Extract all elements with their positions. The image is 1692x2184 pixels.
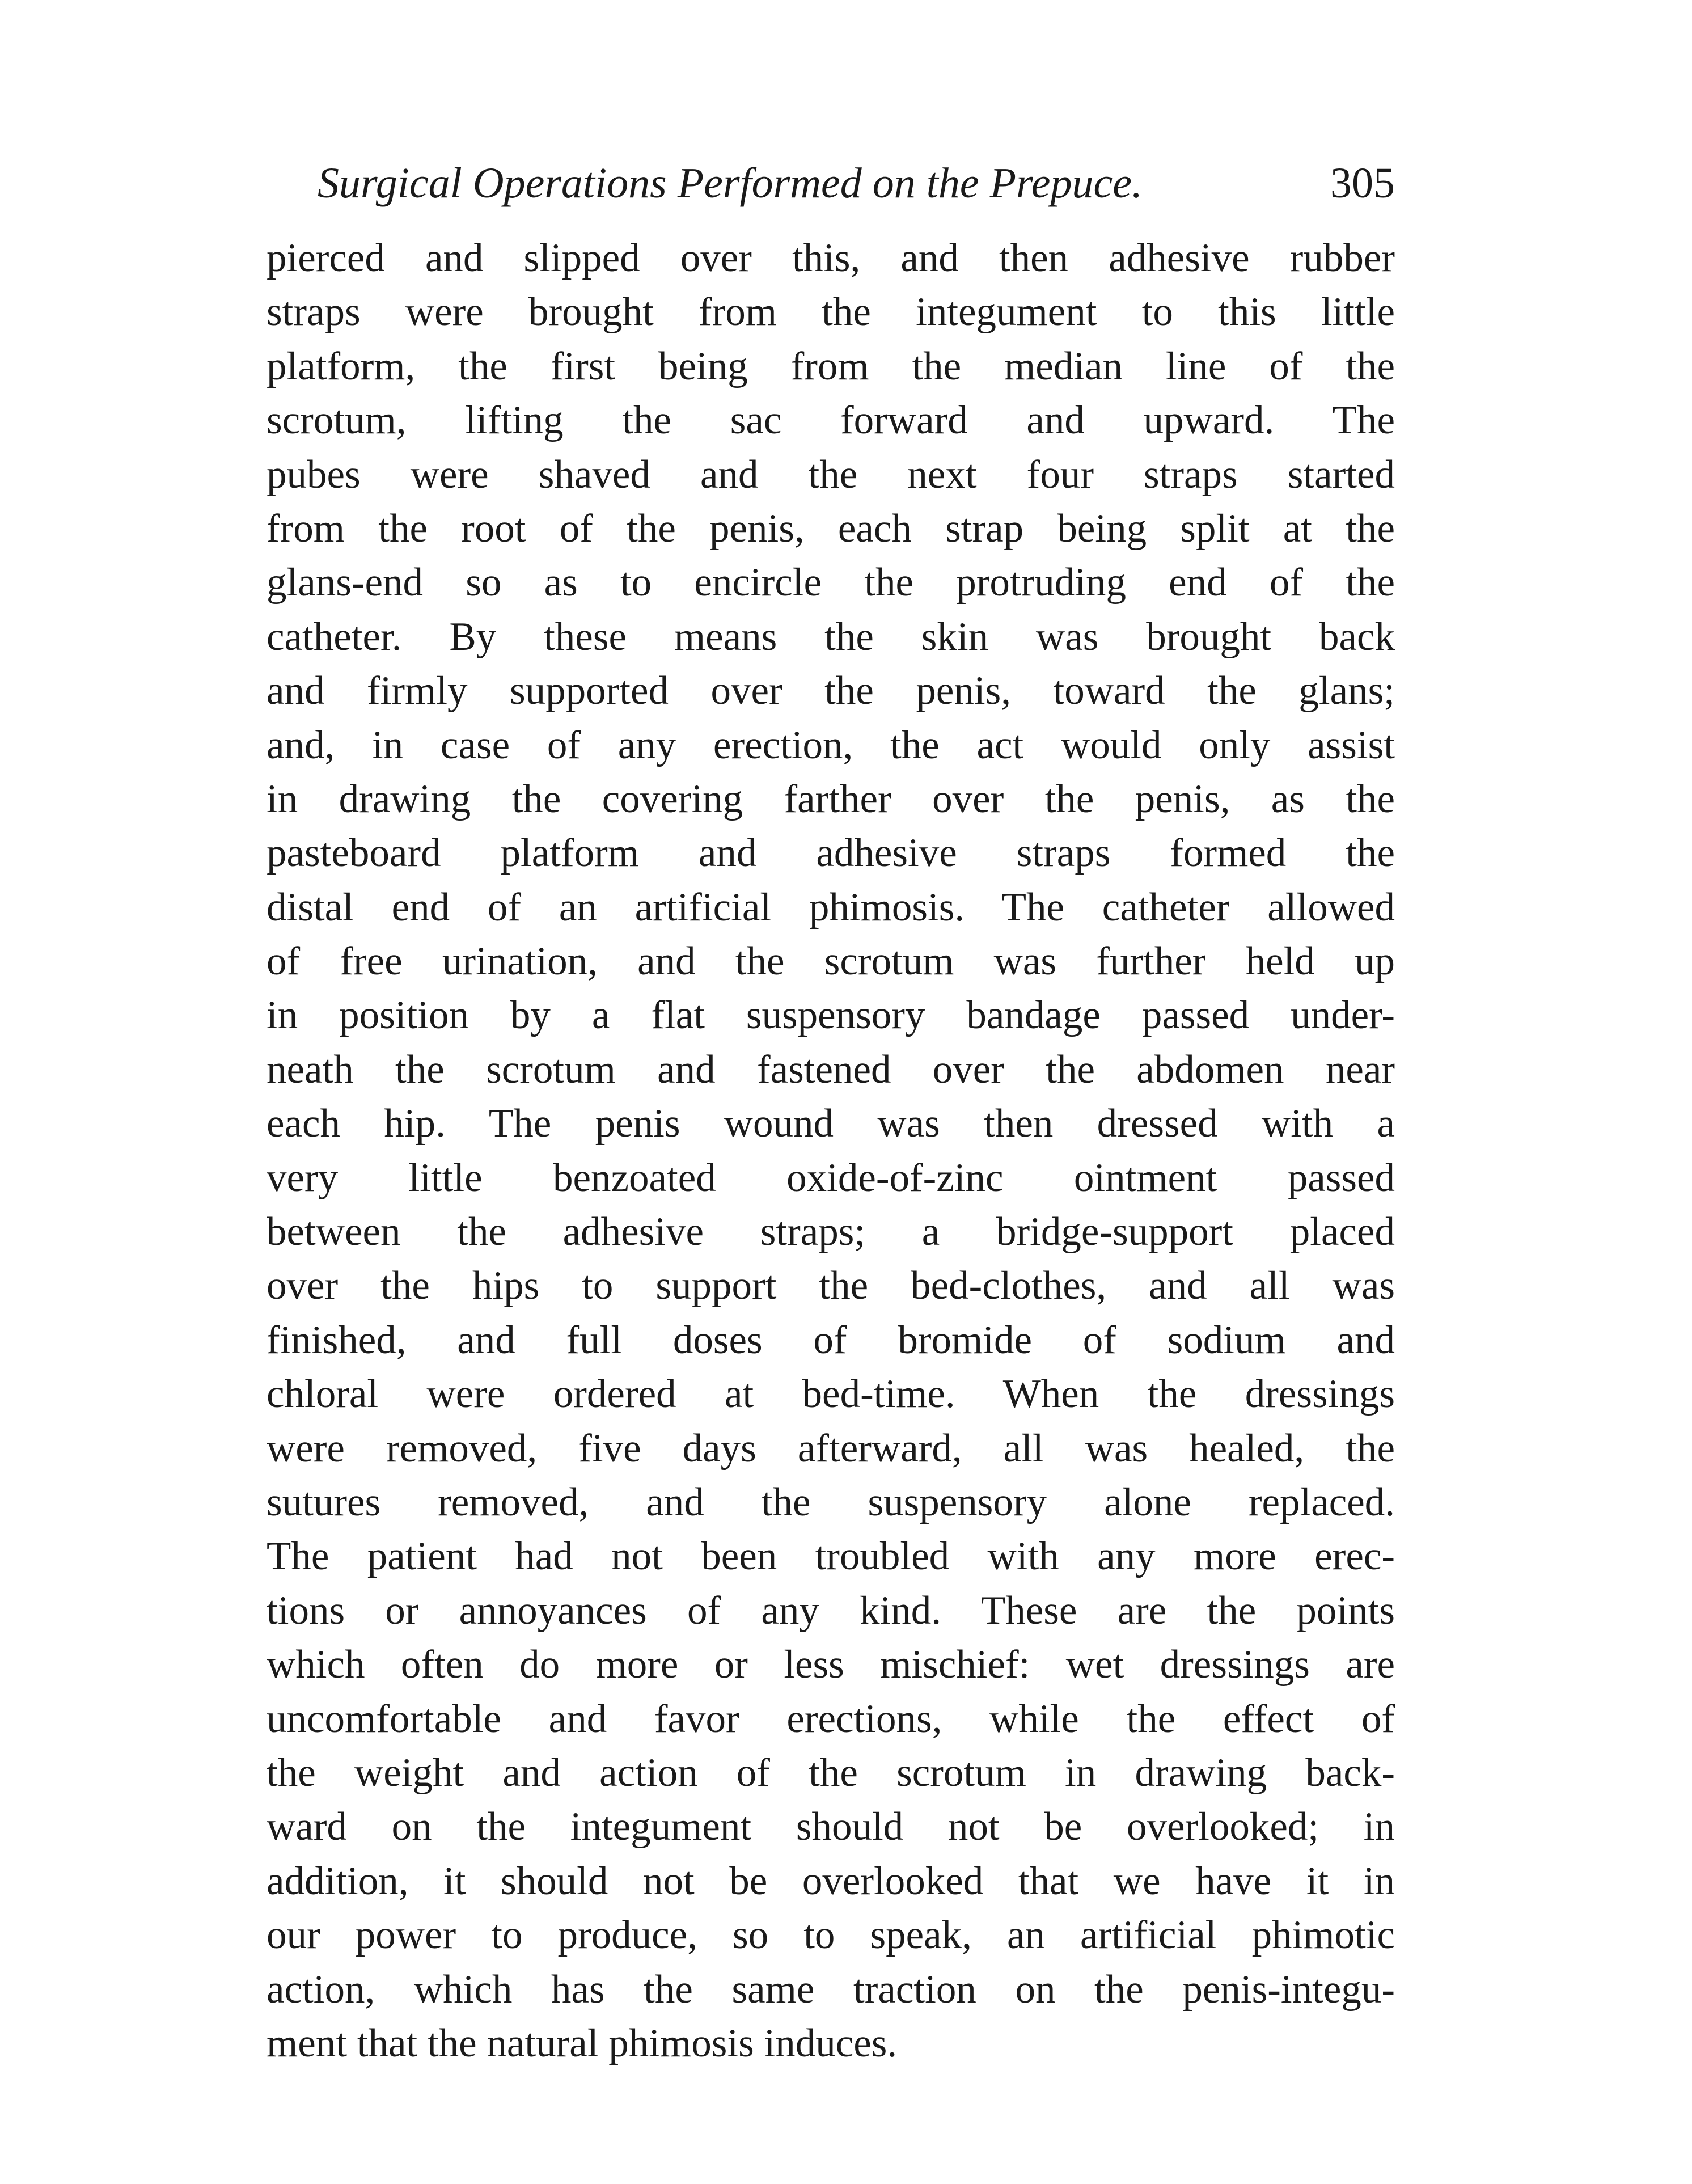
text-line: our power to produce, so to speak, an artificial phimotic [267,1913,1395,1958]
text-line: The patient had not been troubled with any more erec- [267,1534,1395,1579]
text-line: very little benzoated oxide-of-zinc ointment passed [267,1155,1395,1200]
text-line: straps were brought from the integument to this little [267,290,1395,335]
text-line: scrotum, lifting the sac forward and upward. The [267,398,1395,443]
text-line: ward on the integument should not be overlooked; in [267,1805,1395,1849]
text-line: ment that the natural phimosis induces. [267,2021,898,2065]
text-line: of free urination, and the scrotum was further held up [267,939,1395,984]
text-line: distal end of an artificial phimosis. The catheter allowed [267,885,1395,930]
text-line: and firmly supported over the penis, toward the glans; [267,669,1395,713]
text-line: each hip. The penis wound was then dressed with a [267,1101,1395,1146]
text-line: pierced and slipped over this, and then adhesive rubber [267,236,1395,280]
text-line: in drawing the covering farther over the penis, as the [267,776,1395,821]
text-line: chloral were ordered at bed-time. When the dressings [267,1372,1395,1417]
text-line: were removed, five days afterward, all was healed, the [267,1426,1395,1471]
text-line: pasteboard platform and adhesive straps formed the [267,831,1395,876]
text-line: pubes were shaved and the next four straps started [267,452,1395,497]
page-number: 305 [1330,159,1395,207]
text-line: finished, and full doses of bromide of sodium and [267,1317,1395,1362]
running-head [318,152,1395,214]
text-line: in position by a flat suspensory bandage passed under- [267,993,1395,1038]
body-paragraph [267,231,1395,2071]
text-line: neath the scrotum and fastened over the abdomen near [267,1047,1395,1092]
text-line: sutures removed, and the suspensory alone replaced. [267,1480,1395,1524]
text-line: action, which has the same traction on the penis-integu- [267,1967,1395,2012]
text-line: between the adhesive straps; a bridge-support placed [267,1210,1395,1254]
text-line: glans-end so as to encircle the protruding end of the [267,560,1395,605]
text-line: tions or annoyances of any kind. These are the points [267,1588,1395,1633]
text-line: and, in case of any erection, the act would only assist [267,723,1395,767]
text-line: uncomfortable and favor erections, while the effect of [267,1696,1395,1741]
text-line: platform, the first being from the median line of the [267,344,1395,388]
running-title: Surgical Operations Performed on the Prepuce. [318,159,1143,207]
text-line: catheter. By these means the skin was brought back [267,614,1395,659]
text-line: which often do more or less mischief: wet dressings are [267,1642,1395,1687]
text-line: the weight and action of the scrotum in drawing back- [267,1750,1395,1795]
text-line: from the root of the penis, each strap being split at the [267,506,1395,551]
text-line: addition, it should not be overlooked that we have it in [267,1858,1395,1903]
text-line: over the hips to support the bed-clothes, and all was [267,1264,1395,1308]
